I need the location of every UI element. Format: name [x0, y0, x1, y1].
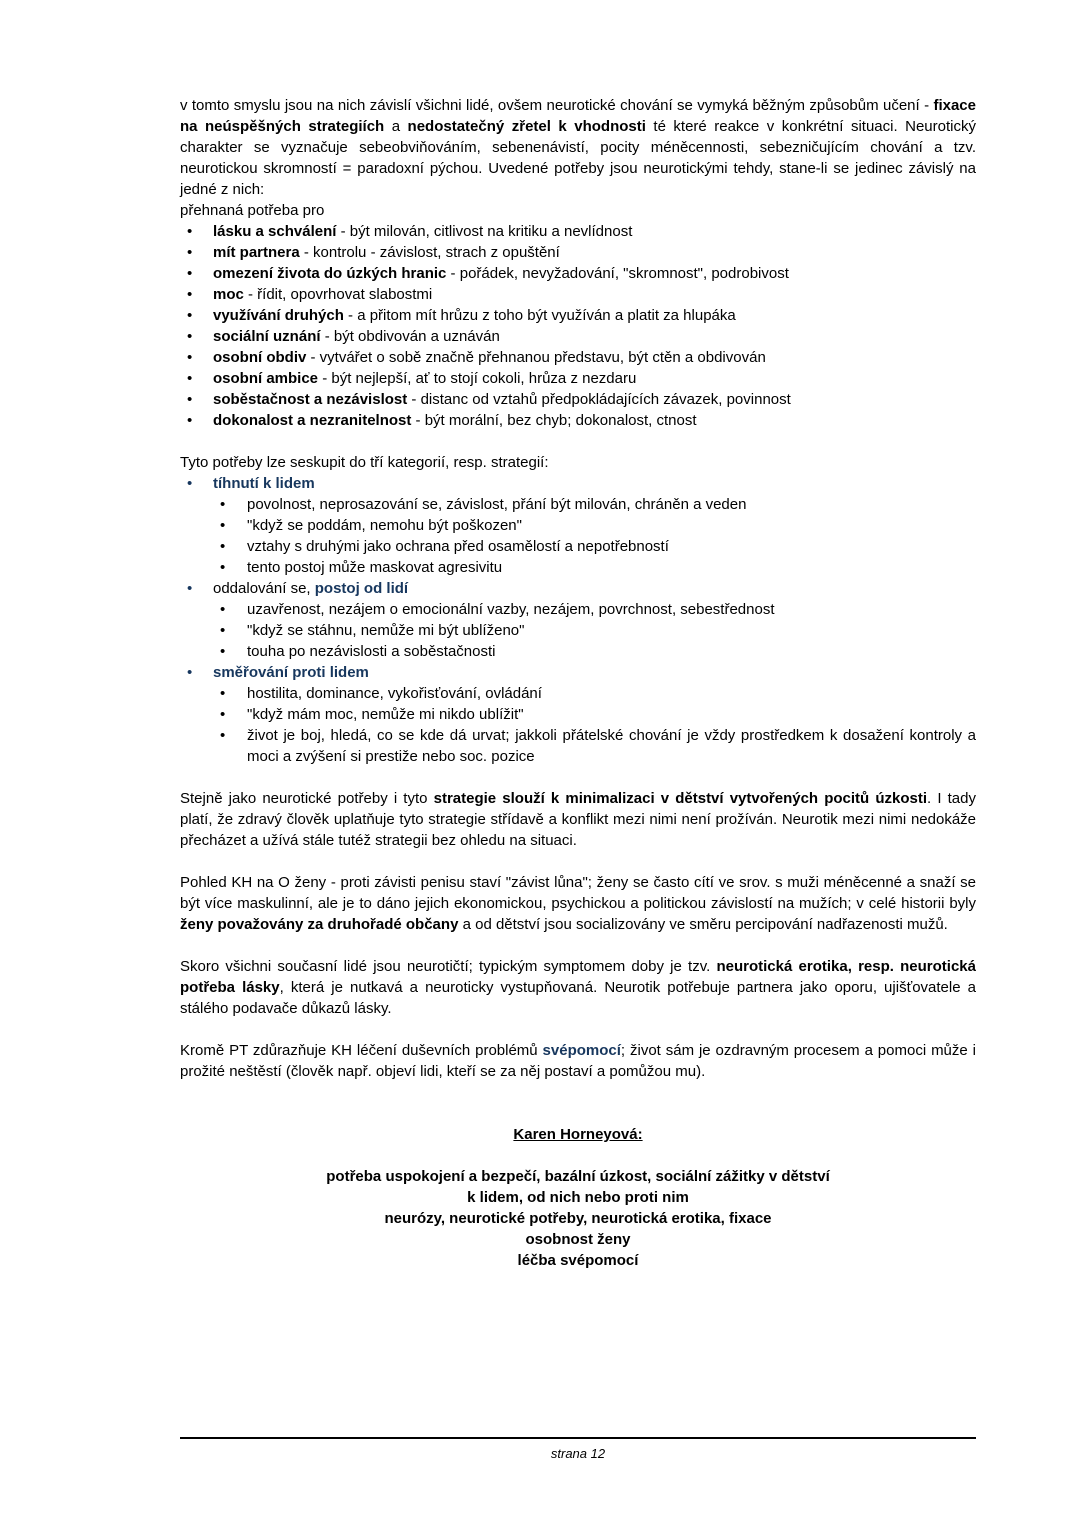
text-run: - kontrolu - závislost, strach z opuštění — [299, 244, 560, 261]
text-run: a — [384, 118, 408, 135]
text-run: "když mám moc, nemůže mi nikdo ublížit" — [247, 706, 524, 723]
summary-heading — [180, 1124, 976, 1145]
text-run: hostilita, dominance, vykořisťování, ovládání — [247, 685, 542, 702]
intro-paragraph — [180, 95, 976, 200]
text-run: - vytvářet o sobě značně přehnanou představu, být ctěn a obdivován — [306, 349, 766, 366]
text-run: "když se stáhnu, nemůže mi být ublíženo" — [247, 622, 525, 639]
text-run: Pohled KH na O ženy - proti závisti penisu staví "závist lůna"; ženy se často cítí ve srov. s muži méněcenné a snaží se být více maskulinní, ale je to dáno jejich ekonomickou, psychickou a politickou závislostí na mužích; v celé historii byly — [180, 874, 976, 912]
text-run: omezení života do úzkých hranic — [213, 265, 447, 282]
list-item — [180, 368, 976, 389]
text-run: - řídit, opovrhovat slabostmi — [243, 286, 433, 303]
text-run: k lidem, od nich nebo proti nim — [467, 1189, 689, 1206]
list-item — [180, 473, 976, 578]
text-run: ženy považovány za druhořadé občany — [180, 916, 459, 933]
text-run: fixace na neúspěšných strategiích — [180, 97, 976, 135]
sub-list-item — [213, 725, 976, 767]
text-run: přehnaná potřeba pro — [180, 202, 325, 219]
women-paragraph — [180, 872, 976, 935]
text-run: ; život sám je ozdravným procesem a pomoci může i prožité neštěstí (člověk např. objeví lidi, kteří se za něj postaví a pomůžou mu). — [180, 1042, 976, 1080]
list-item — [180, 284, 976, 305]
text-run: tíhnutí k lidem — [213, 475, 315, 492]
text-run: směřování proti lidem — [213, 664, 369, 681]
erotica-paragraph — [180, 956, 976, 1019]
text-run: - být milován, citlivost na kritiku a nevlídnost — [336, 223, 633, 240]
text-run: strategie slouží k minimalizaci v dětství vytvořených pocitů úzkosti — [433, 790, 928, 807]
text-run: - být morální, bez chyb; dokonalost, ctnost — [411, 412, 697, 429]
strategies-paragraph — [180, 788, 976, 851]
page-number: strana 12 — [550, 1446, 606, 1461]
strategies-lead — [180, 452, 976, 473]
neurotic-needs-list — [180, 221, 976, 431]
text-run: osobní ambice — [213, 370, 319, 387]
text-run: osobní obdiv — [213, 349, 307, 366]
summary-line — [180, 1229, 976, 1250]
sub-list-item — [213, 620, 976, 641]
list-item — [180, 662, 976, 767]
text-run: postoj od lidí — [314, 580, 409, 597]
text-run: osobnost ženy — [525, 1231, 631, 1248]
sub-list-item — [213, 515, 976, 536]
text-run: neurózy, neurotické potřeby, neurotická erotika, fixace — [384, 1210, 772, 1227]
list-item — [180, 242, 976, 263]
sub-list-item — [213, 704, 976, 725]
text-run: , která je nutkavá a neuroticky vystupňovaná. Neurotik potřebuje partnera jako oporu, ujišťovatele a stálého podavače důkazů lásky. — [180, 979, 976, 1017]
text-run: oddalování se, — [213, 580, 315, 597]
text-run: - a přitom mít hrůzu z toho být využíván a platit za hlupáka — [343, 307, 736, 324]
list-item — [180, 263, 976, 284]
text-run: léčba svépomocí — [517, 1252, 639, 1269]
text-run: té které reakce v konkrétní situaci. Neurotický charakter se vyznačuje sebeobviňováním, sebenenávistí, pocity méněcennosti, sebezničujícím chování a tzv. neurotickou skromností = paradoxní pýchou. Uvedené potřeby jsou neurotickými tehdy, stane-li se jedinec závislý na jedné z nich: — [180, 118, 976, 198]
text-run: svépomocí — [542, 1042, 621, 1059]
list-item — [180, 305, 976, 326]
list-item — [180, 578, 976, 662]
text-run: Skoro všichni současní lidé jsou neurotičtí; typickým symptomem doby je tzv. — [180, 958, 717, 975]
list-item — [180, 326, 976, 347]
sub-bullet-list — [213, 683, 976, 767]
text-run: Kromě PT zdůrazňuje KH léčení duševních problémů — [180, 1042, 543, 1059]
text-run: využívání druhých — [213, 307, 344, 324]
sub-list-item — [213, 599, 976, 620]
text-run: uzavřenost, nezájem o emocionální vazby, nezájem, povrchnost, sebestřednost — [247, 601, 775, 618]
text-run: - být obdivován a uznáván — [320, 328, 500, 345]
text-run: . I tady platí, že zdravý člověk uplatňuje tyto strategie střídavě a konflikt mezi nimi není prožíván. Neurotik mezi nimi nedokáže přecházet a užívá stále tutéž strategii bez ohledu na situaci. — [180, 790, 976, 849]
page-footer — [180, 1437, 976, 1464]
text-run: tento postoj může maskovat agresivitu — [247, 559, 503, 576]
text-run: lásku a schválení — [213, 223, 337, 240]
text-run: život je boj, hledá, co se kde dá urvat; jakkoli přátelské chování je vždy prostředkem k dosažení kontroly a moci a zvýšení si prestiže nebo soc. pozice — [247, 727, 976, 765]
text-run: "když se poddám, nemohu být poškozen" — [247, 517, 522, 534]
text-run: Stejně jako neurotické potřeby i tyto — [180, 790, 434, 807]
summary-line — [180, 1187, 976, 1208]
text-run: sociální uznání — [213, 328, 321, 345]
text-run: moc — [213, 286, 244, 303]
text-run: nedostatečný zřetel k vhodnosti — [407, 118, 646, 135]
list-item — [180, 410, 976, 431]
text-run: - pořádek, nevyžadování, "skromnost", podrobivost — [446, 265, 789, 282]
sub-list-item — [213, 641, 976, 662]
summary-line — [180, 1250, 976, 1271]
sub-list-item — [213, 683, 976, 704]
summary-line — [180, 1208, 976, 1229]
list-item — [180, 347, 976, 368]
list-item — [180, 221, 976, 242]
text-run: povolnost, neprosazování se, závislost, přání být milován, chráněn a veden — [247, 496, 747, 513]
sub-list-item — [213, 536, 976, 557]
text-run: a od dětství jsou socializovány ve směru percipování nadřazenosti mužů. — [458, 916, 948, 933]
text-run: Karen Horneyová: — [513, 1126, 643, 1143]
document-body — [180, 95, 976, 1271]
strategies-list — [180, 473, 976, 767]
text-run: v tomto smyslu jsou na nich závislí všichni lidé, ovšem neurotické chování se vymyká běžným způsobům učení - — [180, 97, 934, 114]
text-run: dokonalost a nezranitelnost — [213, 412, 412, 429]
text-run: touha po nezávislosti a soběstačnosti — [247, 643, 496, 660]
selfhelp-paragraph — [180, 1040, 976, 1082]
text-run: vztahy s druhými jako ochrana před osamělostí a nepotřebností — [247, 538, 669, 555]
text-run: soběstačnost a nezávislost — [213, 391, 408, 408]
text-run: neurotická erotika, resp. neurotická potřeba lásky — [180, 958, 976, 996]
sub-bullet-list — [213, 494, 976, 578]
summary-line — [180, 1166, 976, 1187]
sub-bullet-list — [213, 599, 976, 662]
text-run: - být nejlepší, ať to stojí cokoli, hrůza z nezdaru — [318, 370, 637, 387]
text-run: potřeba uspokojení a bezpečí, bazální úzkost, sociální zážitky v dětství — [326, 1168, 830, 1185]
sub-list-item — [213, 494, 976, 515]
text-run: mít partnera — [213, 244, 300, 261]
list-lead-line — [180, 200, 976, 221]
text-run: Tyto potřeby lze seskupit do tří kategorií, resp. strategií: — [180, 454, 549, 471]
sub-list-item — [213, 557, 976, 578]
list-item — [180, 389, 976, 410]
text-run: - distanc od vztahů předpokládajících závazek, povinnost — [407, 391, 791, 408]
